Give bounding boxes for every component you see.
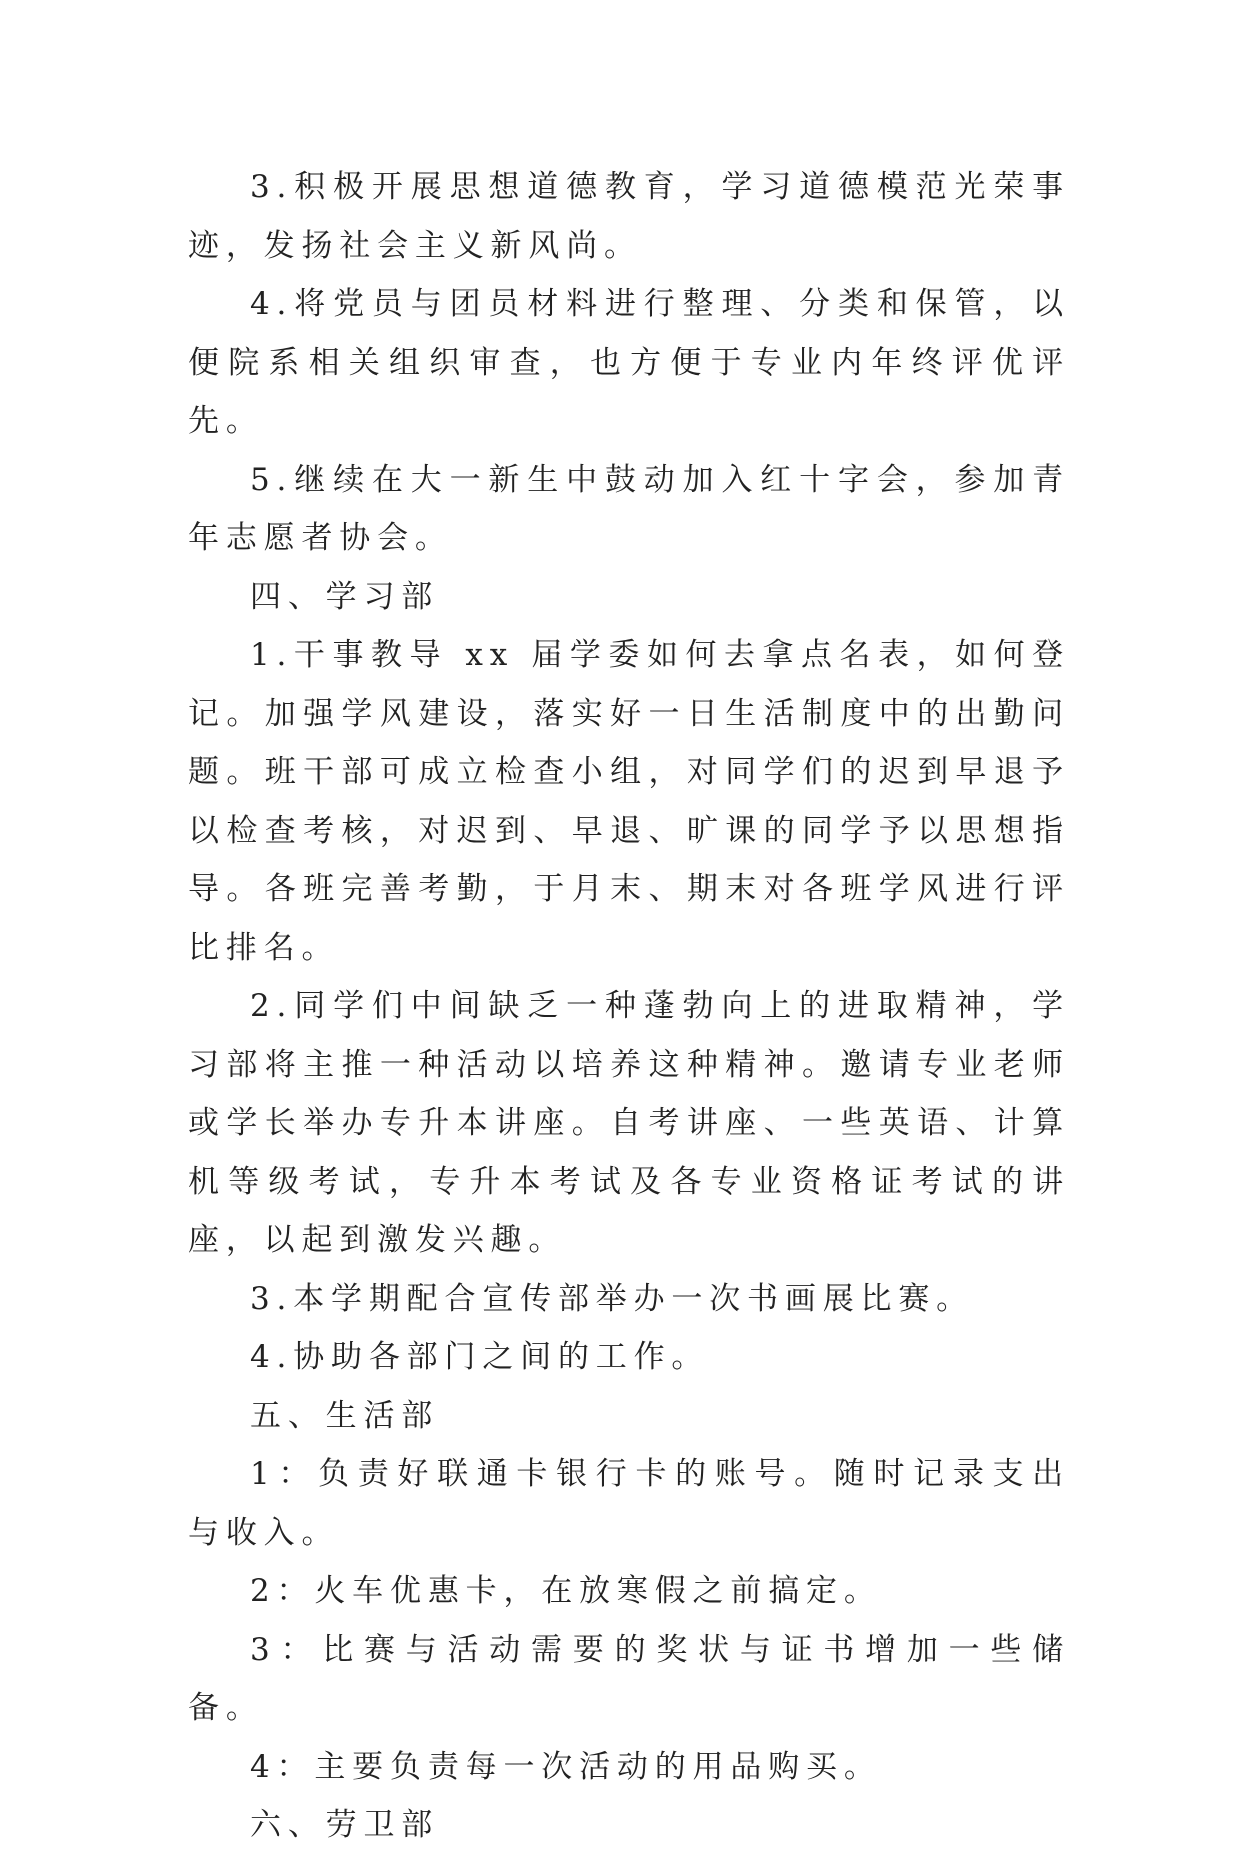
paragraph-life-1: 1：负责好联通卡银行卡的账号。随时记录支出与收入。 [188, 1456, 1070, 1551]
document-body [188, 158, 1070, 1855]
section-heading-study: 四、学习部 [250, 578, 440, 615]
paragraph-life-4: 4：主要负责每一次活动的用品购买。 [250, 1748, 882, 1785]
paragraph-item-3: 3.积极开展思想道德教育，学习道德模范光荣事迹，发扬社会主义新风尚。 [188, 169, 1070, 264]
paragraph-study-3: 3.本学期配合宣传部举办一次书画展比赛。 [250, 1280, 974, 1317]
paragraph-study-4: 4.协助各部门之间的工作。 [250, 1339, 710, 1375]
paragraph-life-2: 2：火车优惠卡，在放寒假之前搞定。 [250, 1573, 882, 1609]
paragraph-item-4: 4.将党员与团员材料进行整理、分类和保管，以便院系相关组织审查，也方便于专业内年终评优评先。 [188, 286, 1070, 439]
paragraph-study-2: 2.同学们中间缺乏一种蓬勃向上的进取精神，学习部将主推一种活动以培养这种精神。邀请专业老师或学长举办专升本讲座。自考讲座、一些英语、计算机等级考试，专升本考试及各专业资格证考试的讲座，以起到激发兴趣。 [188, 988, 1070, 1258]
paragraph-life-3: 3：比赛与活动需要的奖状与证书增加一些储备。 [188, 1631, 1070, 1726]
paragraph-study-1: 1.干事教导 xx 届学委如何去拿点名表，如何登记。加强学风建设，落实好一日生活制度中的出勤问题。班干部可成立检查小组，对同学们的迟到早退予以检查考核，对迟到、早退、旷课的同学予以思想指导。各班完善考勤，于月末、期末对各班学风进行评比排名。 [188, 637, 1070, 966]
section-heading-life: 五、生活部 [250, 1397, 440, 1434]
paragraph-item-5: 5.继续在大一新生中鼓动加入红十字会，参加青年志愿者协会。 [188, 461, 1070, 556]
section-heading-labor: 六、劳卫部 [250, 1807, 440, 1843]
